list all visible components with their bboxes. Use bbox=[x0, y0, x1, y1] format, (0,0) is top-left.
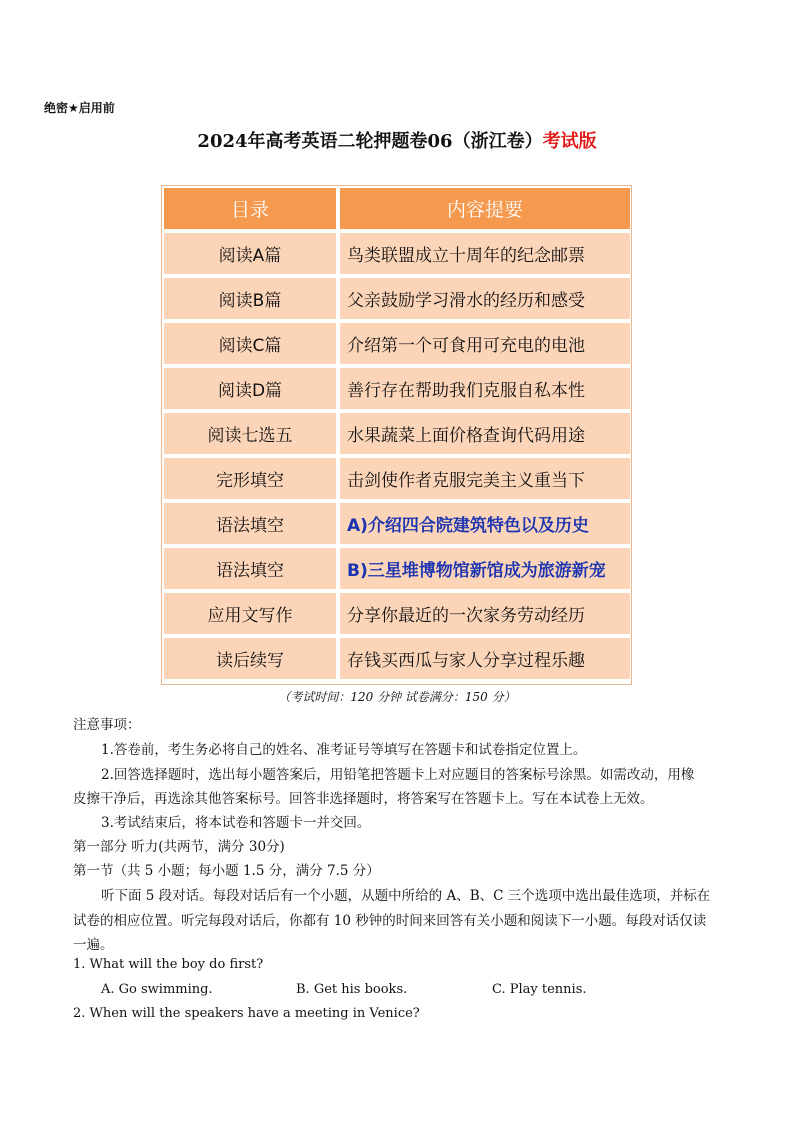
section-cell: 应用文写作 bbox=[162, 591, 338, 636]
notes-heading: 注意事项： bbox=[73, 717, 141, 733]
section-cell: 阅读D篇 bbox=[162, 366, 338, 411]
table-row bbox=[162, 456, 632, 501]
section-cell: 语法填空 bbox=[162, 546, 338, 591]
section-cell: 阅读C篇 bbox=[162, 321, 338, 366]
table-row bbox=[162, 636, 632, 681]
table-row bbox=[162, 321, 632, 366]
summary-cell: 水果蔬菜上面价格查询代码用途 bbox=[338, 411, 632, 456]
section-cell: 语法填空 bbox=[162, 501, 338, 546]
confidential-label: 绝密★启用前 bbox=[44, 101, 115, 115]
exam-time-info: （考试时间：120 分钟 试卷满分：150 分） bbox=[278, 690, 516, 704]
question-2: 2. When will the speakers have a meeting in Venice? bbox=[73, 1006, 420, 1021]
col-header-summary: 内容提要 bbox=[338, 186, 632, 231]
instructions-line-1: 听下面 5 段对话。每段对话后有一个小题，从题中所给的 A、B、C 三个选项中选出最佳选项，并标在 bbox=[101, 888, 711, 904]
page-title bbox=[0, 127, 794, 153]
section-cell: 阅读B篇 bbox=[162, 276, 338, 321]
summary-cell: 善行存在帮助我们克服自私本性 bbox=[338, 366, 632, 411]
summary-cell: 鸟类联盟成立十周年的纪念邮票 bbox=[338, 231, 632, 276]
title-main: 2024年高考英语二轮押题卷06（浙江卷） bbox=[197, 131, 543, 152]
section-cell: 阅读七选五 bbox=[162, 411, 338, 456]
note-item-2-line-2: 皮擦干净后，再选涂其他答案标号。回答非选择题时，将答案写在答题卡上。写在本试卷上无效。 bbox=[73, 791, 654, 807]
part-one-heading: 第一部分 听力(共两节，满分 30分) bbox=[73, 839, 285, 855]
section-one-heading: 第一节（共 5 小题；每小题 1.5 分，满分 7.5 分） bbox=[73, 863, 380, 879]
table-header-row bbox=[162, 186, 632, 231]
table-row bbox=[162, 591, 632, 636]
summary-cell: 介绍第一个可食用可充电的电池 bbox=[338, 321, 632, 366]
summary-cell: B)三星堆博物馆新馆成为旅游新宠 bbox=[338, 546, 632, 591]
table-row bbox=[162, 546, 632, 591]
table-row bbox=[162, 501, 632, 546]
question-1-option-c: C. Play tennis. bbox=[492, 982, 587, 997]
section-cell: 阅读A篇 bbox=[162, 231, 338, 276]
section-cell: 完形填空 bbox=[162, 456, 338, 501]
col-header-contents: 目录 bbox=[162, 186, 338, 231]
note-item-3: 3.考试结束后，将本试卷和答题卡一并交回。 bbox=[101, 815, 371, 831]
table-row bbox=[162, 411, 632, 456]
question-1-option-b: B. Get his books. bbox=[296, 982, 408, 997]
section-cell: 读后续写 bbox=[162, 636, 338, 681]
note-item-1: 1.答卷前，考生务必将自己的姓名、准考证号等填写在答题卡和试卷指定位置上。 bbox=[101, 742, 587, 758]
instructions-line-3: 一遍。 bbox=[73, 937, 114, 953]
summary-cell: A)介绍四合院建筑特色以及历史 bbox=[338, 501, 632, 546]
question-1-option-a: A. Go swimming. bbox=[101, 982, 213, 997]
table-row bbox=[162, 366, 632, 411]
question-1: 1. What will the boy do first? bbox=[73, 957, 264, 972]
contents-table bbox=[162, 186, 632, 681]
table-row bbox=[162, 231, 632, 276]
title-version: 考试版 bbox=[542, 131, 597, 152]
instructions-line-2: 试卷的相应位置。听完每段对话后，你都有 10 秒钟的时间来回答有关小题和阅读下一小题。每段对话仅读 bbox=[73, 913, 707, 929]
note-item-2-line-1: 2.回答选择题时，选出每小题答案后，用铅笔把答题卡上对应题目的答案标号涂黑。如需改动，用橡 bbox=[101, 767, 695, 783]
summary-cell: 父亲鼓励学习滑水的经历和感受 bbox=[338, 276, 632, 321]
table-row bbox=[162, 276, 632, 321]
summary-cell: 存钱买西瓜与家人分享过程乐趣 bbox=[338, 636, 632, 681]
summary-cell: 分享你最近的一次家务劳动经历 bbox=[338, 591, 632, 636]
summary-cell: 击剑使作者克服完美主义重当下 bbox=[338, 456, 632, 501]
